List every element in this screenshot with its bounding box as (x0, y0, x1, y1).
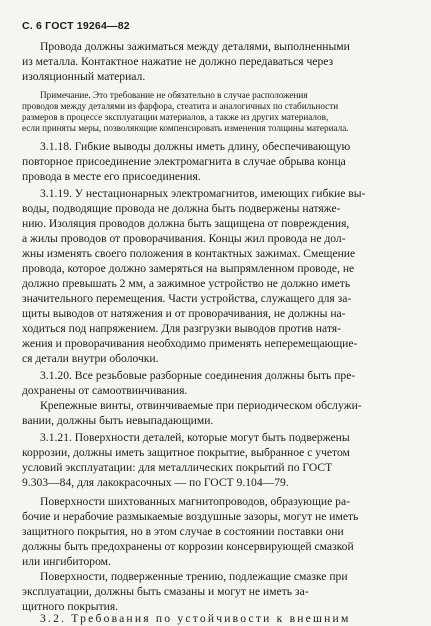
p3-1-19-line-4: а жилы проводов от проворачивания. Концы жил провода не дол- (22, 232, 346, 245)
page-header: С. 6 ГОСТ 19264—82 (22, 20, 130, 32)
p3-1-18-line-3: провода в месте его присоединения. (22, 170, 201, 183)
section-3-2-heading: 3.2. Требования по устойчивости к внешним (40, 612, 351, 625)
surfaces-line-4: должны быть предохранены от коррозии консервирующей смазкой (22, 540, 354, 553)
surfaces-line-3: защитного покрытия, но в этом случае в состоянии поставки они (22, 525, 344, 538)
surfaces-line-1: Поверхности шихтованных магнитопроводов, образующие ра- (40, 495, 350, 508)
para1-line-1: Провода должны зажиматься между деталями, выполненными (40, 40, 350, 53)
p3-1-19-line-3: нию. Изоляция проводов должна быть защищена от повреждения, (22, 217, 350, 230)
friction-line-1: Поверхности, подверженные трению, подлежащие смазке при (40, 570, 348, 583)
p3-1-19-line-8: значительного перемещения. Части устройства, служащего для за- (22, 292, 352, 305)
p3-1-19-line-7: должно превышать 2 мм, а зажимное устройство не должно иметь (22, 277, 351, 290)
p3-1-19-line-11: жения и проворачивания необходимо применять неперемещающие- (22, 337, 358, 350)
p3-1-21-line-3: условий эксплуатации: для металлических покрытий по ГОСТ (22, 461, 333, 474)
p3-1-19-line-12: ся детали внутри оболочки. (22, 352, 159, 365)
note-line-1: Примечание. Это требование не обязательно в случае расположения (40, 90, 308, 100)
p3-1-19-line-2: воды, подводящие провода не должна быть подвержены натяже- (22, 202, 341, 215)
p3-1-21-line-1: 3.1.21. Поверхности деталей, которые могут быть подвержены (40, 431, 350, 444)
note-line-2: проводов между деталями из фарфора, стеатита и аналогичных по стабильности (22, 101, 339, 111)
p3-1-18-line-1: 3.1.18. Гибкие выводы должны иметь длину, обеспечивающую (40, 140, 351, 153)
surfaces-line-2: бочие и нерабочие размыкаемые воздушные зазоры, могут не иметь (22, 510, 359, 523)
surfaces-line-5: или ингибитором. (22, 555, 111, 568)
p3-1-20-line-1: 3.1.20. Все резьбовые разборные соединения должны быть пре- (40, 369, 356, 382)
para1-line-2: из металла. Контактное нажатие не должно передаваться через (22, 55, 334, 68)
note-line-3: размеров в процессе эксплуатации материалов, а также из других материалов, (22, 112, 329, 122)
p3-1-18-line-2: повторное присоединение электромагнита в случае обрыва конца (22, 155, 346, 168)
note-line-4: если приняты меры, позволяющие компенсировать изменения толщины материала. (22, 123, 349, 133)
p3-1-19-line-6: провода, которое должно замеряться на выпрямленном проводе, не (22, 262, 355, 275)
p3-1-20-line-2: дохранены от самоотвинчивания. (22, 384, 188, 397)
friction-line-2: эксплуатации, должны быть смазаны и могут не иметь за- (22, 585, 309, 598)
p3-1-21-line-4: 9.303—84, для лакокрасочных — по ГОСТ 9.104—79. (22, 476, 289, 489)
p3-1-19-line-1: 3.1.19. У нестационарных электромагнитов, имеющих гибкие вы- (40, 187, 366, 200)
friction-line-3: щитного покрытия. (22, 600, 119, 613)
p3-1-19-line-5: жны изменять своего положения в контактных зажимах. Смещение (22, 247, 356, 260)
fasteners-line-2: вании, должны быть невыпадающими. (22, 414, 214, 427)
p3-1-19-line-9: щиты выводов от натяжения и от проворачивания, не должны на- (22, 307, 346, 320)
p3-1-19-line-10: ходиться под напряжением. Для разгрузки выводов против натя- (22, 322, 341, 335)
fasteners-line-1: Крепежные винты, отвинчиваемые при периодическом обслужи- (40, 399, 362, 412)
p3-1-21-line-2: коррозии, должны иметь защитное покрытие, выбранное с учетом (22, 446, 350, 459)
para1-line-3: изоляционный материал. (22, 70, 146, 83)
